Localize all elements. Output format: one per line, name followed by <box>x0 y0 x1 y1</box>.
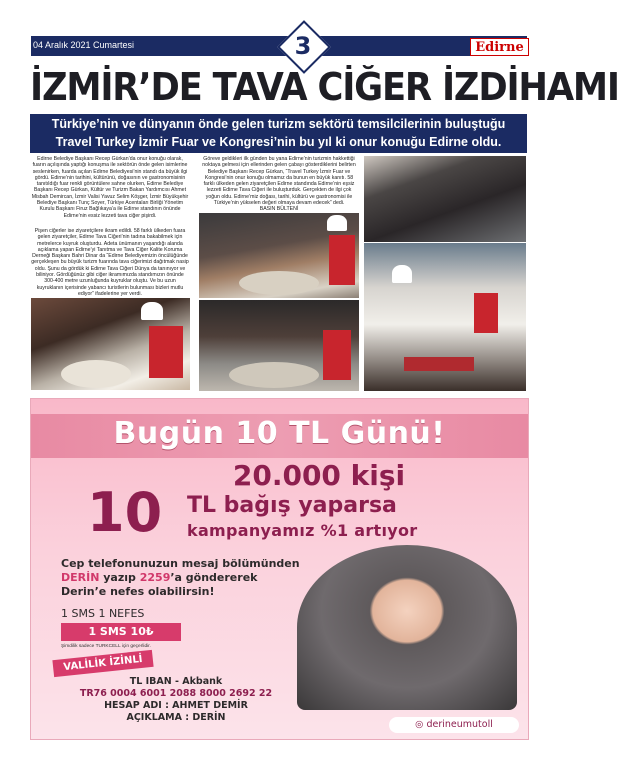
ad-donation-text: TL bağış yaparsa <box>187 493 397 518</box>
subheadline <box>30 114 527 153</box>
headline: İZMİR’DE TAVA CİĞER İZDİHAMI <box>30 65 619 109</box>
ad-amount: 10 <box>87 481 163 544</box>
article-column-2 <box>199 156 359 213</box>
red-apron <box>329 235 355 285</box>
photo-officials-at-stand <box>199 300 359 391</box>
ad-child-photo <box>297 545 517 710</box>
ad-campaign-text: kampanyamız %1 artıyor <box>187 521 418 540</box>
cooking-pan <box>239 271 319 295</box>
ad-message-mid: yazıp <box>99 571 140 584</box>
instagram-icon: ◎ <box>415 719 427 730</box>
cooking-pan <box>61 360 131 388</box>
cooking-pan <box>229 362 319 388</box>
red-apron <box>323 330 351 380</box>
ad-message-end: ’a göndererek <box>170 571 258 584</box>
article-column-2-paragraph: Göreve geldikleri ilk günden bu yana Edirne’nin turizmin hakkettiği noktaya gelmesi için ellerinden gelen çabayı gösterdiklerini belirten Belediye Başkanı Recep Gürkan, “Travel Turkey İzmir Fuar ve Kongresi’nin onur konuğu olmamız da bunun en büyük kanıtı. 58 farklı ülkeden gelen ziyaretçilen Edirne standında Edirne’nin eşsiz lezzeti Edirne Tava Ciğeri ile buluşturduk. Gerçekten de ilgi çok yoğun oldu. Edirne’miz doğası, tarihi, kültürü ve gastronomisi ile Türkiye’nin yükselen değeri olmaya devam edecek” dedi. <box>202 156 356 207</box>
ad-sms-note: Şimdilik sadece TURKCELL için geçerlidir. <box>61 644 151 649</box>
red-apron <box>474 293 498 333</box>
ad-title: Bugün 10 TL Günü! <box>113 416 446 451</box>
stand-sign <box>404 357 474 371</box>
chef-hat <box>392 265 412 283</box>
red-apron <box>149 326 183 378</box>
ad-iban-number: TR76 0004 6001 2088 8000 2692 22 <box>79 688 273 699</box>
subheadline-line-1: Türkiye’nin ve dünyanın önde gelen turizm sektörü temsilcilerinin buluştuğu <box>51 117 506 131</box>
article-column-1-paragraph-1: Edirne Belediye Başkanı Recep Gürkan’da onur konuğu olarak, fuarın açılışında yaptığı konuşma ile sektörün önde gelen isimlerine seslenirken, fuarda açılan Edirne Belediyesi’nin standı da büyük ilgi gördü. Edirne’nin tarihini, kültürünü, doğasının ve gastronomisinin tanıtıldığı fuar renkli görüntülere sahne olurken, Edirne Belediye Başkanı Recep Gürkan, Kültür ve Turizm Bakan Yardımcısı Ahmet Misbah Demircan, İzmir Valisi Yavuz Selim Köşger, İzmir Büyükşehir Belediye Başkanı Tunç Soyer, Türkiye Acentaları Birliği Yönetim Kurulu Başkanı Firuz Bağlıkaya’a ile Edirne standının önünde Edirne’nin essiz lezzeti tava ciğer pişirdi. <box>31 156 189 219</box>
ad-account-holder: HESAP ADI : AHMET DEMİR <box>104 700 248 711</box>
photo-crowd-queue <box>364 156 526 242</box>
photo-edirne-stand <box>364 243 526 391</box>
ad-sms-number: 2259 <box>139 571 171 584</box>
photo-chefs-serving <box>31 298 190 390</box>
page-number: 3 <box>294 32 312 60</box>
article-signature: BASIN BÜLTENİ <box>259 206 299 213</box>
photo-officials-cooking <box>199 213 359 298</box>
article-column-1-paragraph-2: Pişen ciğerler ise ziyaretçilere ikram edildi. 58 farklı ülkeden fuara gelen ziyaretçiler, Edirne Tava Ciğeri’nin tadına bakabilmek için metrelerce kuyruk oluşturdu. Adeta ünümanın yaşandığı alanda açıklama yapan Edirne’yi Tanıtma ve Tava Ciğer Kalite Koruma Derneği Başkanı Bahri Dinar da “Edirne Belediyemizin öncülüğünde gerçekleşen bu büyük turizm fuarında tava ciğerimizi dağıtmak nasip oldu. Şunu da gördük ki Edirne Tava Ciğeri Dünya da tanınıyor ve biliniyor. Gördüğünüz gibi ciğer ikramımızda standımızın önünde 300-400 metre uzunluğunda kuyruklar oluştu. Ve bu uzun kuyruklanın içerisinde yabancı turistlerin bulunması bizleri mutlu ediyor” ifadelerine yer verdi. <box>31 228 189 297</box>
ad-iban-bank: TL IBAN - Akbank <box>129 676 223 687</box>
ad-message-line-1: Cep telefonunuzun mesaj bölümünden <box>61 557 300 570</box>
issue-date: 04 Aralık 2021 Cumartesi <box>33 40 135 50</box>
ad-permit-badge: VALİLİK İZİNLİ <box>52 650 153 677</box>
ad-keyword: DERİN <box>61 571 100 584</box>
ad-description: AÇIKLAMA : DERİN <box>126 712 226 723</box>
chef-hat <box>141 302 163 320</box>
ad-sms-slogan: 1 SMS 1 NEFES <box>61 607 145 620</box>
ad-message-line-3: Derin’e nefes olabilirsin! <box>61 585 215 598</box>
chef-hat <box>327 215 347 231</box>
ad-people-count: 20.000 kişi <box>232 459 406 492</box>
charity-advertisement <box>30 398 529 740</box>
ad-sms-price: 1 SMS 10₺ <box>61 623 181 641</box>
newspaper-logo: Edirne <box>470 38 529 56</box>
ad-bank-details <box>61 676 291 724</box>
ad-instagram-handle <box>389 717 519 733</box>
ad-instagram-text: derineumutoll <box>426 719 493 730</box>
subheadline-line-2: Travel Turkey İzmir Fuar ve Kongresi’nin bu yıl ki onur konuğu Edirne oldu. <box>55 135 502 149</box>
